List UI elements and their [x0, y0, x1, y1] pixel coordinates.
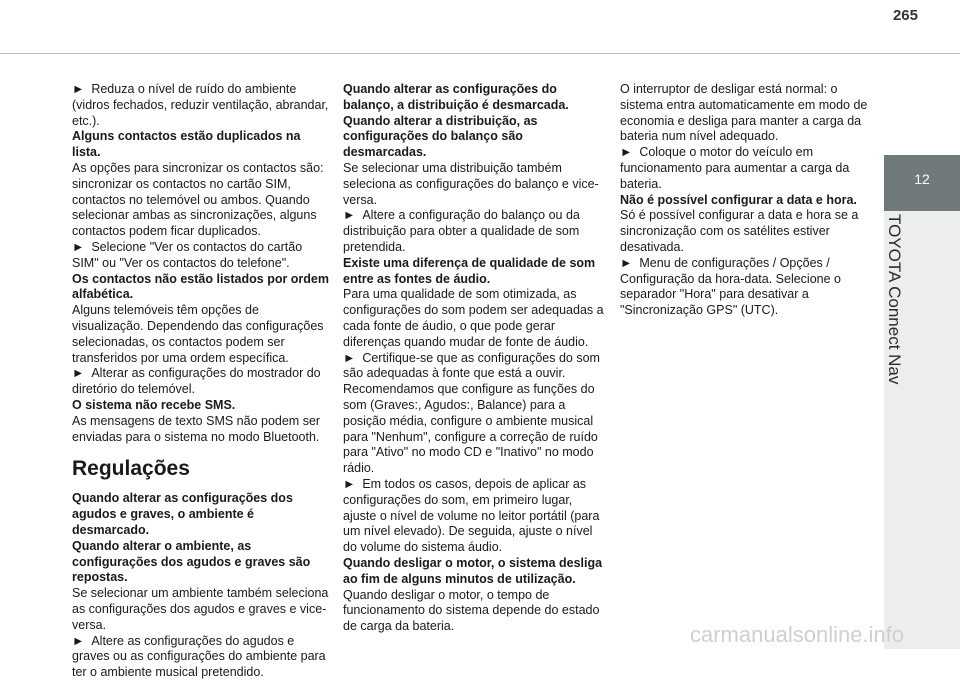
chapter-number: 12: [914, 171, 930, 187]
section-heading: Regulações: [72, 457, 190, 481]
paragraph: O interruptor de desligar está normal: o sistema entra automaticamente em modo de economia e desliga para manter a carga da bateria num nível adequado.: [620, 82, 868, 144]
paragraph: As mensagens de texto SMS não podem ser enviadas para o sistema no modo Bluetooth.: [72, 413, 321, 444]
header-divider: [0, 53, 960, 54]
question-heading: Não é possível configurar a data e hora.: [620, 192, 857, 207]
bullet-instruction: ► Em todos os casos, depois de aplicar as configurações do som, em primeiro lugar, ajuste o nível de volume no leitor portátil (para um nível elevado). De seguida, ajuste o nível do volume do sistema áudio.: [343, 477, 605, 556]
bullet-instruction: ► Altere a configuração do balanço ou da distribuição para obter a qualidade de som pretendida.: [343, 208, 605, 255]
paragraph: Se selecionar um ambiente também seleciona as configurações dos agudos e graves e vice-versa.: [72, 586, 329, 632]
chapter-title: TOYOTA Connect Nav: [885, 214, 904, 385]
question-heading: Quando alterar o ambiente, as configurações dos agudos e graves são repostas.: [72, 538, 311, 585]
question-heading: Alguns contactos estão duplicados na lista.: [72, 129, 301, 160]
question-heading: Quando alterar as configurações dos agudos e graves, o ambiente é desmarcado.: [72, 491, 293, 537]
question-heading: O sistema não recebe SMS.: [72, 397, 236, 412]
bullet-instruction: ► Altere as configurações do agudos e graves ou as configurações do ambiente para ter o ambiente musical pretendido.: [72, 634, 332, 681]
question-heading: Quando desligar o motor, o sistema desliga ao fim de alguns minutos de utilização.: [343, 555, 603, 586]
bullet-instruction: ► Certifique-se que as configurações do som são adequadas à fonte que está a ouvir. Recomendamos que configure as funções do som (Graves:, Agudos:, Balance) para a posição média, configure o ambiente musical para "Nenhum", configure a correção de ruído para "Ativo" no modo CD e "Inativo" no modo rádio.: [343, 351, 605, 477]
paragraph: Para uma qualidade de som otimizada, as configurações do som podem ser adequadas a cada fonte de áudio, o que pode gerar diferenças quando mudar de fonte de áudio.: [343, 287, 604, 349]
paragraph: Alguns telemóveis têm opções de visualização. Dependendo das configurações selecionadas, os contactos podem ser transferidos por uma ordem específica.: [72, 303, 324, 365]
watermark-text: carmanualsonline.info: [690, 622, 905, 647]
page-number: 265: [892, 7, 918, 24]
paragraph: Se selecionar uma distribuição também seleciona as configurações do balanço e vice-versa.: [343, 160, 599, 207]
text-column-right: [620, 82, 882, 319]
paragraph: Só é possível configurar a data e hora se a sincronização com os satélites estiver desativada.: [620, 208, 859, 254]
question-heading: Quando alterar a distribuição, as configurações do balanço são desmarcadas.: [343, 113, 538, 160]
question-heading: Os contactos não estão listados por ordem alfabética.: [72, 271, 330, 302]
question-heading: Existe uma diferença de qualidade de som entre as fontes de áudio.: [343, 255, 596, 286]
bullet-instruction: ► Alterar as configurações do mostrador do diretório do telemóvel.: [72, 366, 332, 398]
bullet-instruction: ► Menu de configurações / Opções / Configuração da hora-data. Selecione o separador "Hora" para desativar a "Sincronização GPS" (UTC).: [620, 256, 882, 319]
text-column-middle: [343, 82, 605, 635]
paragraph: As opções para sincronizar os contactos são: sincronizar os contactos no cartão SIM, contactos no telemóvel ou ambos. Quando selecionar ambas as sincronizações, alguns contactos podem ficar duplicados.: [72, 160, 324, 239]
question-heading: Quando alterar as configurações do balanço, a distribuição é desmarcada.: [343, 82, 569, 112]
bullet-instruction: ► Coloque o motor do veículo em funcionamento para aumentar a carga da bateria.: [620, 145, 882, 192]
text-column-left: [72, 82, 332, 681]
bullet-instruction: ► Selecione "Ver os contactos do cartão SIM" ou "Ver os contactos do telefone".: [72, 240, 332, 272]
paragraph: Quando desligar o motor, o tempo de funcionamento do sistema depende do estado de carga da bateria.: [343, 587, 600, 634]
bullet-instruction: ► Reduza o nível de ruído do ambiente (vidros fechados, reduzir ventilação, abrandar, etc.).: [72, 82, 332, 129]
